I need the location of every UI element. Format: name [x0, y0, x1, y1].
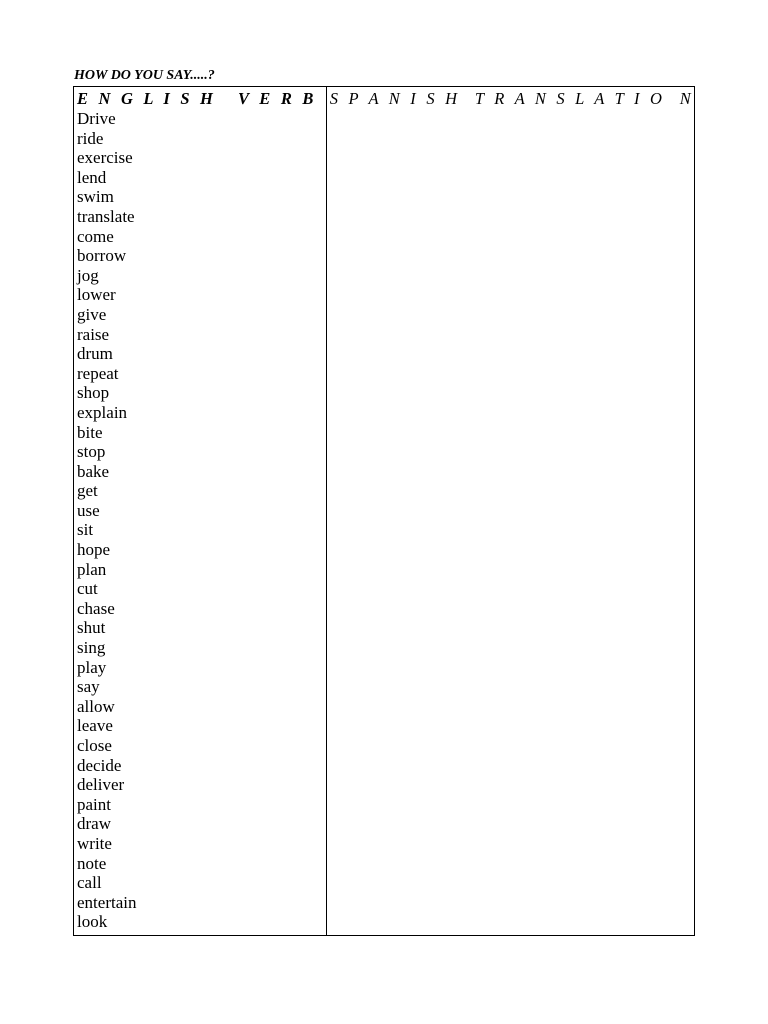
verb-item: sit	[77, 520, 94, 540]
verb-item: decide	[77, 755, 122, 775]
verb-item: give	[77, 304, 107, 324]
verb-item: cut	[77, 579, 98, 599]
verb-item: explain	[77, 402, 128, 422]
verb-item: translate	[77, 206, 135, 226]
verb-item: call	[77, 873, 102, 893]
spanish-translation-header: S P A N I S H T R A N S L A T I O N	[329, 89, 694, 108]
verb-item: hope	[77, 540, 111, 560]
verb-item: repeat	[77, 363, 119, 383]
verb-item: lend	[77, 167, 107, 187]
spanish-translation-column	[327, 87, 694, 935]
verb-item: swim	[77, 187, 114, 207]
english-verb-header: E N G L I S H V E R B	[77, 89, 317, 108]
verb-item: draw	[77, 814, 111, 834]
verb-item: write	[77, 833, 112, 853]
verb-item: shop	[77, 383, 110, 403]
verb-item: Drive	[77, 109, 116, 128]
verb-item: close	[77, 736, 112, 755]
verb-item: deliver	[77, 775, 125, 795]
verb-item: say	[77, 677, 100, 697]
verb-item: paint	[77, 794, 111, 814]
verb-item: chase	[77, 598, 115, 618]
verb-item: note	[77, 853, 107, 873]
verb-item: shut	[77, 618, 106, 638]
verb-item: lower	[77, 285, 116, 305]
verb-item: allow	[77, 696, 115, 716]
verb-item: get	[77, 481, 98, 501]
verb-item: raise	[77, 324, 110, 344]
verb-item: jog	[77, 265, 99, 285]
verb-item: use	[77, 500, 100, 520]
verb-item: drum	[77, 344, 113, 364]
english-verb-column	[74, 87, 327, 935]
verb-item: ride	[77, 128, 104, 148]
verb-item: borrow	[77, 246, 127, 266]
verb-item: leave	[77, 716, 113, 736]
verb-item: sing	[77, 638, 106, 658]
verb-item: come	[77, 226, 114, 246]
page-title: HOW DO YOU SAY.....?	[74, 68, 215, 83]
english-verb-list	[77, 109, 326, 932]
verb-item: bite	[77, 422, 103, 442]
verb-item: look	[77, 912, 108, 932]
verb-item: play	[77, 657, 107, 677]
verb-item: bake	[77, 461, 110, 481]
verb-item: exercise	[77, 148, 133, 168]
vocabulary-table	[73, 86, 695, 936]
verb-item: entertain	[77, 892, 137, 912]
verb-item: stop	[77, 442, 106, 462]
verb-item: plan	[77, 559, 107, 579]
